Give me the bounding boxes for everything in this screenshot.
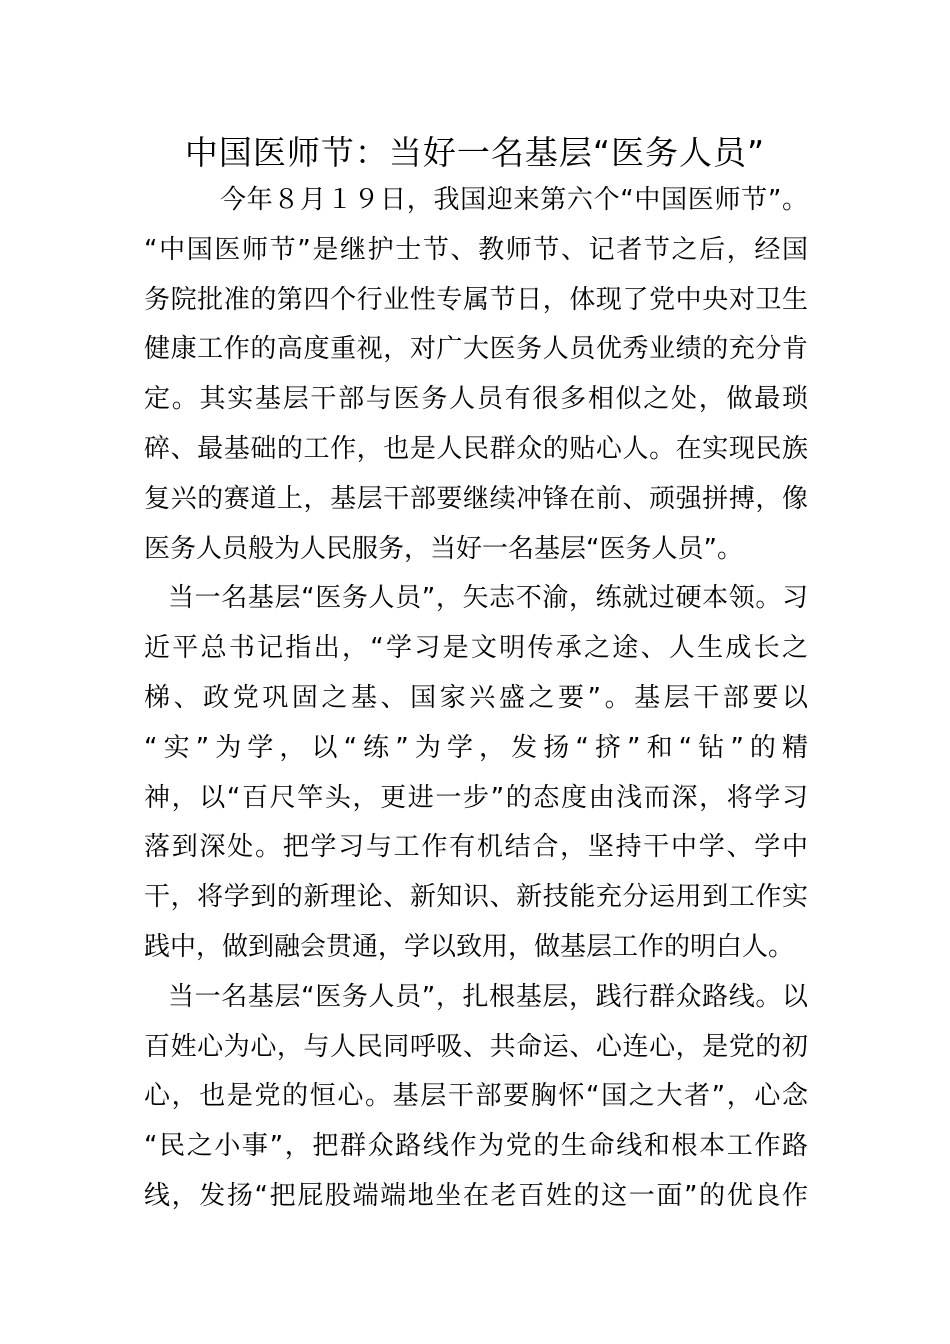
text-line: 践中，做到融会贯通，学以致用，做基层工作的明白人。	[144, 932, 795, 962]
text-line: 今年８月１９日，我国迎来第六个“中国医师节”。	[220, 185, 808, 215]
document-title: 中国医师节：当好一名基层“医务人员”	[184, 133, 766, 172]
text-line: “民之小事”，把群众路线作为党的生命线和根本工作路	[144, 1131, 808, 1162]
text-line: 梯、政党巩固之基、国家兴盛之要”。基层干部要以	[144, 683, 808, 713]
text-line: 碎、最基础的工作，也是人民群众的贴心人。在实现民族	[144, 434, 808, 464]
text-line: 当一名基层“医务人员”，矢志不渝，练就过硬本领。习	[168, 583, 808, 614]
text-line: “中国医师节”是继护士节、教师节、记者节之后，经国	[144, 234, 808, 265]
text-line: 复兴的赛道上，基层干部要继续冲锋在前、顽强拼搏，像	[144, 483, 808, 514]
text-line: 定。其实基层干部与医务人员有很多相似之处，做最琐	[144, 384, 808, 415]
text-line: 神，以“百尺竿头，更进一步”的态度由浅而深，将学习	[144, 782, 808, 813]
text-line: 干，将学到的新理论、新知识、新技能充分运用到工作实	[144, 882, 808, 913]
text-line: 落到深处。把学习与工作有机结合，坚持干中学、学中	[144, 832, 808, 863]
text-line: 百姓心为心，与人民同呼吸、共命运、心连心，是党的初	[144, 1031, 808, 1062]
text-line: 当一名基层“医务人员”，扎根基层，践行群众路线。以	[168, 981, 808, 1012]
text-line: 务院批准的第四个行业性专属节日，体现了党中央对卫生	[144, 284, 808, 315]
text-line: 近平总书记指出，“学习是文明传承之途、人生成长之	[144, 633, 808, 664]
text-line: 线，发扬“把屁股端端地坐在老百姓的这一面”的优良作	[144, 1181, 808, 1211]
text-line: 健康工作的高度重视，对广大医务人员优秀业绩的充分肯	[144, 334, 808, 365]
text-line: “实”为学，以“练”为学，发扬“挤”和“钻”的精	[144, 732, 808, 763]
text-line: 医务人员般为人民服务，当好一名基层“医务人员”。	[144, 533, 743, 564]
text-line: 心，也是党的恒心。基层干部要胸怀“国之大者”，心念	[144, 1081, 808, 1112]
